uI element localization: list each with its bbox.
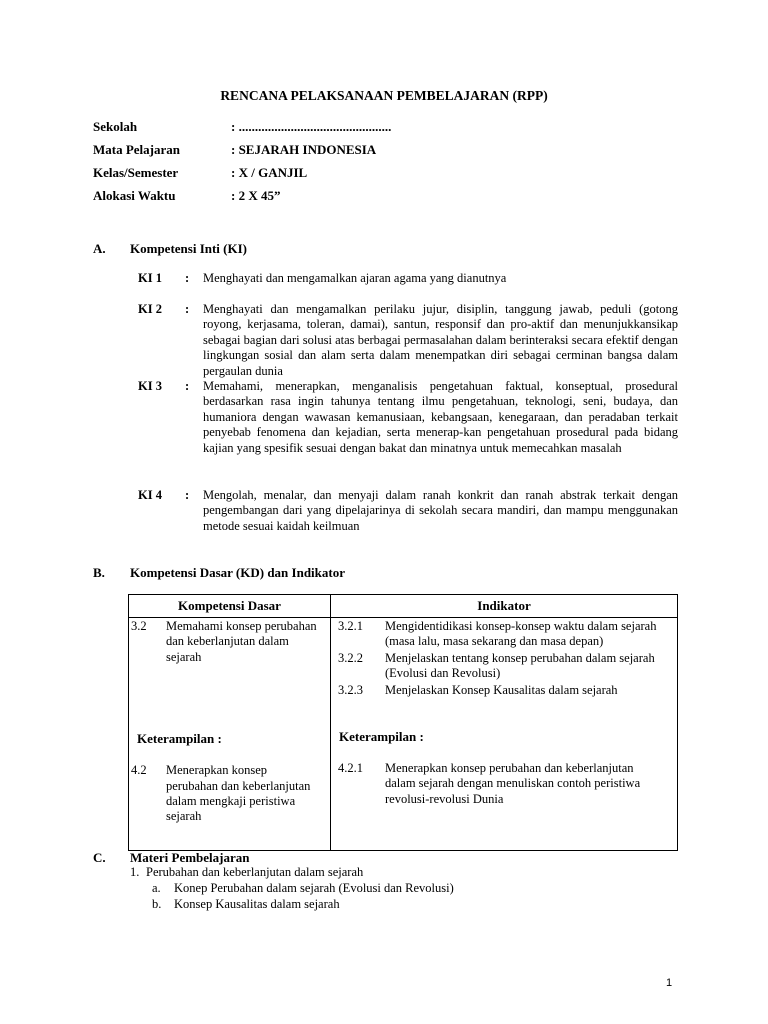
kd-number: 3.2 xyxy=(131,619,147,633)
ki-text: Memahami, menerapkan, menganalisis pengetahuan faktual, konseptual, prosedural berdasarkan rasa ingin tahunya tentang ilmu pengetahuan, teknologi, seni, budaya, dan humaniora dengan wawasan kemanusiaan, kebangsaan, kenegaraan, dan peradaban terkait penyebab fenomena dan kejadian, serta menerap-kan pengetahuan prosedural pada bidang kajian yang spesifik sesuai dengan bakat dan minatnya untuk memecahkan masalah xyxy=(203,379,678,455)
indicator-number: 3.2.2 xyxy=(338,650,363,665)
kd-text: Memahami konsep perubahan dan keberlanjutan dalam sejarah xyxy=(166,619,317,664)
ki-text: Mengolah, menalar, dan menyaji dalam ranah konkrit dan ranah abstrak terkait dengan pengembangan dari yang dipelajarinya di sekolah secara mandiri, dan mampu menggunakan metode sesuai kaidah keilmuan xyxy=(203,488,678,533)
section-title: Materi Pembelajaran xyxy=(130,850,250,865)
indicator-item xyxy=(331,761,677,807)
info-label: Alokasi Waktu xyxy=(93,188,176,203)
indicator-cell xyxy=(331,618,678,851)
section-letter: B. xyxy=(93,565,105,580)
page-number: 1 xyxy=(666,977,673,989)
ki-code: KI 2 xyxy=(138,302,162,316)
header-indikator: Indikator xyxy=(331,595,678,618)
indicator-text: Menerapkan konsep perubahan dan keberlanjutan dalam sejarah dengan menuliskan contoh peristiwa revolusi-revolusi Dunia xyxy=(385,761,641,806)
header-kompetensi-dasar: Kompetensi Dasar xyxy=(129,595,331,618)
ki-colon: : xyxy=(185,379,190,393)
info-value: : X / GANJIL xyxy=(231,165,308,180)
info-label: Sekolah xyxy=(93,119,138,134)
ki-text: Menghayati dan mengamalkan perilaku jujur, disiplin, tanggung jawab, peduli (gotong royong, kerjasama, toleran, damai), santun, responsif dan pro-aktif dan menunjukkansikap sebagai bagian dari solusi atas berbagai permasalahan dalam berinteraksi secara efektif dengan lingkungan sosial dan alam serta dalam menempatkan diri sebagai cerminan bangsa dalam pergaulan dunia xyxy=(203,302,678,378)
kd-item xyxy=(129,763,330,825)
list-item xyxy=(130,864,454,880)
info-label: Mata Pelajaran xyxy=(93,142,181,157)
info-value: : 2 X 45” xyxy=(231,188,281,203)
list-text: Konep Perubahan dalam sejarah (Evolusi dan Revolusi) xyxy=(174,881,454,895)
materi-list xyxy=(130,864,454,912)
ki-code: KI 4 xyxy=(138,488,162,502)
skill-label: Keterampilan : xyxy=(339,729,424,745)
indicator-number: 3.2.1 xyxy=(338,619,363,633)
info-value: : ............................................... xyxy=(231,119,392,134)
indicator-item xyxy=(331,619,677,650)
ki-text: Menghayati dan mengamalkan ajaran agama yang dianutnya xyxy=(203,271,507,285)
ki-colon: : xyxy=(185,488,190,502)
kd-cell xyxy=(129,618,331,851)
indicator-text: Mengidentidikasi konsep-konsep waktu dalam sejarah (masa lalu, masa sekarang dan masa depan) xyxy=(385,619,657,649)
list-number: 1. xyxy=(130,865,140,879)
section-letter: C. xyxy=(93,850,106,865)
indicator-number: 3.2.3 xyxy=(338,682,363,697)
ki-colon: : xyxy=(185,271,190,285)
section-title: Kompetensi Dasar (KD) dan Indikator xyxy=(130,565,346,580)
kd-indicator-table xyxy=(128,594,678,851)
indicator-item xyxy=(331,683,677,698)
kd-item xyxy=(129,619,330,665)
ki-colon: : xyxy=(185,302,190,316)
table-header-row xyxy=(129,595,678,618)
document-title: RENCANA PELAKSANAAN PEMBELAJARAN (RPP) xyxy=(220,88,548,103)
list-number: a. xyxy=(152,881,161,895)
indicator-text: Menjelaskan Konsep Kausalitas dalam sejarah xyxy=(385,682,618,697)
table-row xyxy=(129,618,678,851)
indicator-item xyxy=(331,651,677,682)
list-text: Konsep Kausalitas dalam sejarah xyxy=(174,897,340,911)
indicator-text: Menjelaskan tentang konsep perubahan dalam sejarah (Evolusi dan Revolusi) xyxy=(385,650,655,681)
ki-code: KI 1 xyxy=(138,271,162,285)
kd-number: 4.2 xyxy=(131,763,147,778)
list-item xyxy=(130,896,454,912)
list-text: Perubahan dan keberlanjutan dalam sejarah xyxy=(146,865,364,879)
info-value: : SEJARAH INDONESIA xyxy=(231,142,377,157)
indicator-number: 4.2.1 xyxy=(338,761,363,776)
list-number: b. xyxy=(152,897,162,911)
kd-text: Menerapkan konsep perubahan dan keberlanjutan dalam mengkaji peristiwa sejarah xyxy=(166,763,311,824)
ki-code: KI 3 xyxy=(138,379,162,393)
list-item xyxy=(130,880,454,896)
section-title: Kompetensi Inti (KI) xyxy=(130,241,247,256)
info-label: Kelas/Semester xyxy=(93,165,179,180)
section-letter: A. xyxy=(93,241,106,256)
skill-label: Keterampilan : xyxy=(137,731,222,747)
